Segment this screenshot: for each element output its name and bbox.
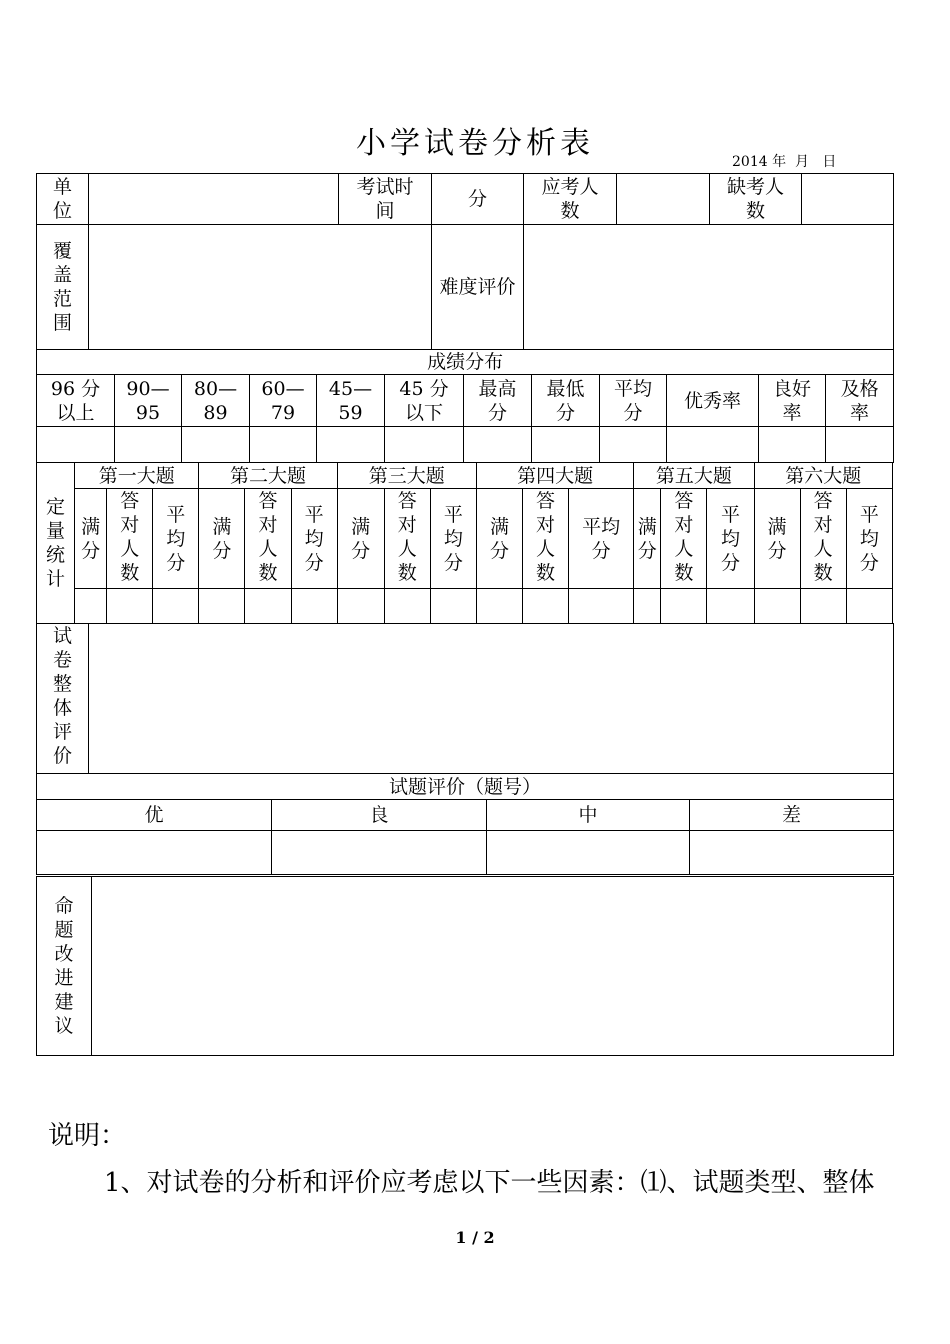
grade-col-header: 90—95: [115, 375, 182, 427]
grade-col-header: 平均分: [600, 375, 667, 427]
grade-value-cell[interactable]: [317, 427, 385, 463]
level-good-label: 良: [272, 800, 487, 831]
level-poor-value-cell[interactable]: [690, 831, 894, 875]
correct-count-label: 答对人数: [661, 489, 707, 589]
grade-value-cell[interactable]: [667, 427, 759, 463]
full-score-label: 满分: [75, 489, 107, 589]
suggestion-value-cell[interactable]: [92, 877, 894, 1056]
coverage-label: 覆盖范围: [37, 225, 89, 350]
quant-label: 定量统计: [37, 463, 75, 624]
quant-value-cell[interactable]: [245, 589, 291, 624]
grade-col-header: 及格率: [826, 375, 894, 427]
absent-count-value-cell[interactable]: [802, 174, 894, 225]
grade-col-header: 80—89: [182, 375, 250, 427]
coverage-value-cell[interactable]: [89, 225, 432, 350]
unit-value-cell[interactable]: [89, 174, 339, 225]
item-eval-title: 试题评价（题号）: [37, 774, 894, 800]
quant-value-cell[interactable]: [476, 589, 522, 624]
grade-value-cell[interactable]: [182, 427, 250, 463]
grade-value-cell[interactable]: [600, 427, 667, 463]
expected-count-label: 应考人数: [524, 174, 617, 225]
grade-col-header: 优秀率: [667, 375, 759, 427]
quant-value-cell[interactable]: [707, 589, 754, 624]
absent-count-label: 缺考人数: [710, 174, 802, 225]
full-score-label: 满分: [634, 489, 661, 589]
quant-value-cell[interactable]: [199, 589, 245, 624]
average-label: 平均分: [153, 489, 199, 589]
overall-eval-value-cell[interactable]: [89, 624, 894, 774]
section-header: 第五大题: [634, 463, 754, 489]
grade-distribution-title: 成绩分布: [37, 350, 894, 375]
full-score-label: 满分: [754, 489, 800, 589]
level-fair-label: 中: [487, 800, 690, 831]
suggestion-table: [36, 876, 894, 1056]
level-poor-label: 差: [690, 800, 894, 831]
date-line: 2014 年 月 日: [732, 154, 837, 170]
header-table: [36, 173, 894, 350]
level-excellent-label: 优: [37, 800, 272, 831]
grade-value-cell[interactable]: [385, 427, 464, 463]
section-header: 第三大题: [337, 463, 476, 489]
unit-label: 单位: [37, 174, 89, 225]
quant-value-cell[interactable]: [846, 589, 892, 624]
average-label: 平均分: [430, 489, 476, 589]
quant-value-cell[interactable]: [337, 589, 384, 624]
notes-title: 说明：: [48, 1121, 127, 1151]
page-number: 1 / 2: [455, 1228, 495, 1247]
score-label: 分: [432, 174, 524, 225]
full-score-label: 满分: [199, 489, 245, 589]
difficulty-label: 难度评价: [432, 225, 524, 350]
quant-value-cell[interactable]: [661, 589, 707, 624]
quant-value-cell[interactable]: [430, 589, 476, 624]
correct-count-label: 答对人数: [800, 489, 846, 589]
section-header: 第四大题: [476, 463, 633, 489]
full-score-label: 满分: [476, 489, 522, 589]
level-fair-value-cell[interactable]: [487, 831, 690, 875]
document-title: 小学试卷分析表: [356, 126, 594, 161]
grade-value-cell[interactable]: [759, 427, 826, 463]
grade-col-header: 良好率: [759, 375, 826, 427]
correct-count-label: 答对人数: [384, 489, 430, 589]
quant-value-cell[interactable]: [523, 589, 569, 624]
section-header: 第一大题: [75, 463, 199, 489]
correct-count-label: 答对人数: [107, 489, 153, 589]
correct-count-label: 答对人数: [245, 489, 291, 589]
grade-value-cell[interactable]: [464, 427, 532, 463]
quant-value-cell[interactable]: [754, 589, 800, 624]
grade-col-header: 最高分: [464, 375, 532, 427]
evaluation-table: [36, 623, 894, 875]
grade-col-header: 45—59: [317, 375, 385, 427]
notes-line-1: 1、对试卷的分析和评价应考虑以下一些因素：⑴、试题类型、整体: [104, 1168, 875, 1198]
quant-value-cell[interactable]: [291, 589, 337, 624]
average-label: 平均分: [707, 489, 754, 589]
quant-value-cell[interactable]: [800, 589, 846, 624]
grade-value-cell[interactable]: [250, 427, 317, 463]
overall-eval-label: 试卷整体评价: [37, 624, 89, 774]
quant-value-cell[interactable]: [634, 589, 661, 624]
suggestion-label: 命题改进建议: [37, 877, 92, 1056]
section-header: 第二大题: [199, 463, 337, 489]
average-label: 平均分: [569, 489, 634, 589]
expected-count-value-cell[interactable]: [617, 174, 710, 225]
quant-value-cell[interactable]: [384, 589, 430, 624]
grade-distribution-table: [36, 349, 894, 463]
exam-time-label: 考试时间: [339, 174, 432, 225]
grade-value-cell[interactable]: [826, 427, 894, 463]
quant-value-cell[interactable]: [75, 589, 107, 624]
quant-value-cell[interactable]: [153, 589, 199, 624]
grade-col-header: 最低分: [532, 375, 600, 427]
grade-col-header: 60—79: [250, 375, 317, 427]
correct-count-label: 答对人数: [523, 489, 569, 589]
difficulty-value-cell[interactable]: [524, 225, 894, 350]
average-label: 平均分: [291, 489, 337, 589]
grade-value-cell[interactable]: [37, 427, 115, 463]
full-score-label: 满分: [337, 489, 384, 589]
quant-value-cell[interactable]: [107, 589, 153, 624]
quant-stats-table: [36, 462, 893, 624]
grade-col-header: 96 分以上: [37, 375, 115, 427]
level-excellent-value-cell[interactable]: [37, 831, 272, 875]
average-label: 平均分: [846, 489, 892, 589]
grade-value-cell[interactable]: [532, 427, 600, 463]
level-good-value-cell[interactable]: [272, 831, 487, 875]
quant-value-cell[interactable]: [569, 589, 634, 624]
grade-col-header: 45 分以下: [385, 375, 464, 427]
section-header: 第六大题: [754, 463, 893, 489]
grade-value-cell[interactable]: [115, 427, 182, 463]
